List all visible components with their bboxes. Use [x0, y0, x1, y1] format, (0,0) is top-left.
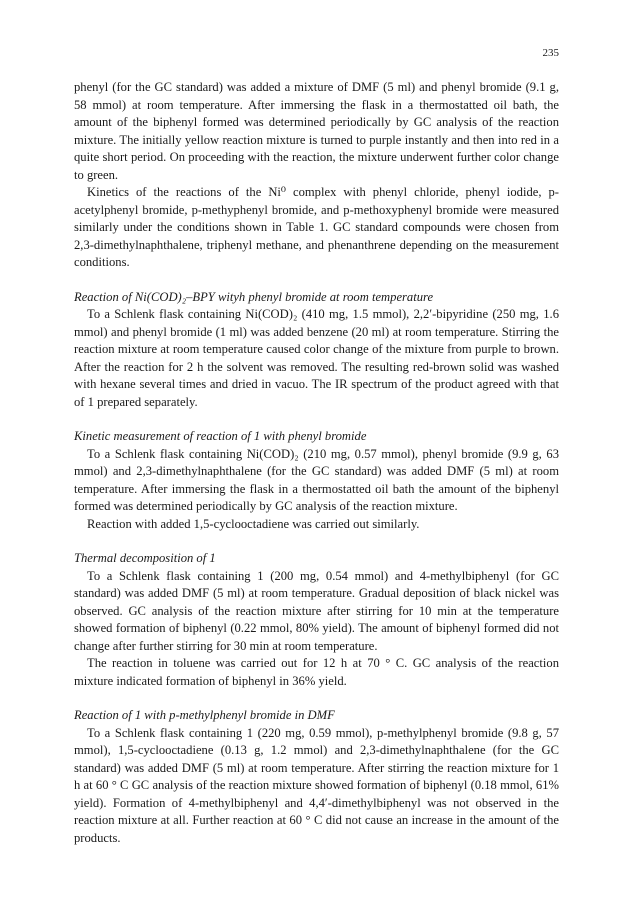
page-number: 235	[542, 47, 559, 59]
page-body	[74, 79, 559, 847]
body-paragraph: To a Schlenk flask containing 1 (220 mg, 0.59 mmol), p-methylphenyl bromide (9.8 g, 57 mmol), 1,5-cyclooctadiene (0.13 g, 1.2 mmol) and 2,3-dimethylnaphthalene (for the GC standard) was added DMF (5 ml) at room temperature. After stirring the reaction mixture for 1 h at 60 ° C GC analysis of the reaction mixture showed formation of biphenyl (0.18 mmol, 61% yield). Formation of 4-methylbiphenyl and 4,4′-dimethylbiphenyl was not observed in the reaction mixture at all. Further reaction at 60 ° C did not cause an increase in the amount of the products.	[74, 725, 559, 845]
body-paragraph: To a Schlenk flask containing 1 (200 mg, 0.54 mmol) and 4-methylbiphenyl (for GC standard) was added DMF (5 ml) at room temperature. Gradual deposition of black nickel was observed. GC analysis of the reaction mixture after stirring for 10 min at the temperature showed formation of biphenyl (0.22 mmol, 80% yield). The amount of biphenyl formed did not change after further stirring for 30 min at room temperature.	[74, 568, 559, 653]
body-paragraph: Reaction with added 1,5-cyclooctadiene was carried out similarly.	[87, 516, 420, 531]
body-paragraph: To a Schlenk flask containing Ni(COD)₂ (410 mg, 1.5 mmol), 2,2′-bipyridine (250 mg, 1.6 mmol) and phenyl bromide (1 ml) was added benzene (20 ml) at room temperature. Stirring the reaction mixture at room temperature caused color change of the mixture from purple to brown. After the reaction for 2 h the solvent was removed. The resulting red-brown solid was washed with hexane several times and dried in vacuo. The IR spectrum of the product agreed with that of 1 prepared separately.	[74, 307, 559, 409]
body-paragraph: To a Schlenk flask containing Ni(COD)₂ (210 mg, 0.57 mmol), phenyl bromide (9.9 g, 63 mmol) and 2,3-dimethylnaphthalene (for the GC standard) was added DMF (5 ml) at room temperature. After immersing the flask in a thermostatted oil bath the amount of the biphenyl formed was determined periodically by GC analysis of the reaction mixture.	[74, 446, 559, 513]
section-heading: Kinetic measurement of reaction of 1 with phenyl bromide	[74, 429, 367, 443]
body-paragraph: phenyl (for the GC standard) was added a mixture of DMF (5 ml) and phenyl bromide (9.1 g, 58 mmol) at room temperature. After immersing the flask in a thermostatted oil bath, the amount of the biphenyl formed was determined periodically by GC analysis of the reaction mixture. The initially yellow reaction mixture is turned to purple instantly and then into red in a quite short period. On proceeding with the reaction, the mixture underwent further color change to green.	[74, 80, 559, 182]
section-heading: Reaction of Ni(COD)₂–BPY wityh phenyl bromide at room temperature	[74, 289, 434, 304]
body-paragraph: The reaction in toluene was carried out for 12 h at 70 ° C. GC analysis of the reaction mixture indicated formation of biphenyl in 36% yield.	[74, 656, 559, 688]
body-paragraph: Kinetics of the reactions of the Ni⁰ complex with phenyl chloride, phenyl iodide, p-acetylphenyl bromide, p-methyphenyl bromide, and p-methoxyphenyl bromide were measured similarly under the conditions shown in Table 1. GC standard compounds were chosen from 2,3-dimethylnaphthalene, triphenyl methane, and phenanthrene depending on the measurement conditions.	[74, 185, 559, 269]
section-heading: Reaction of 1 with p-methylphenyl bromide in DMF	[74, 708, 335, 722]
section-heading: Thermal decomposition of 1	[74, 551, 216, 565]
